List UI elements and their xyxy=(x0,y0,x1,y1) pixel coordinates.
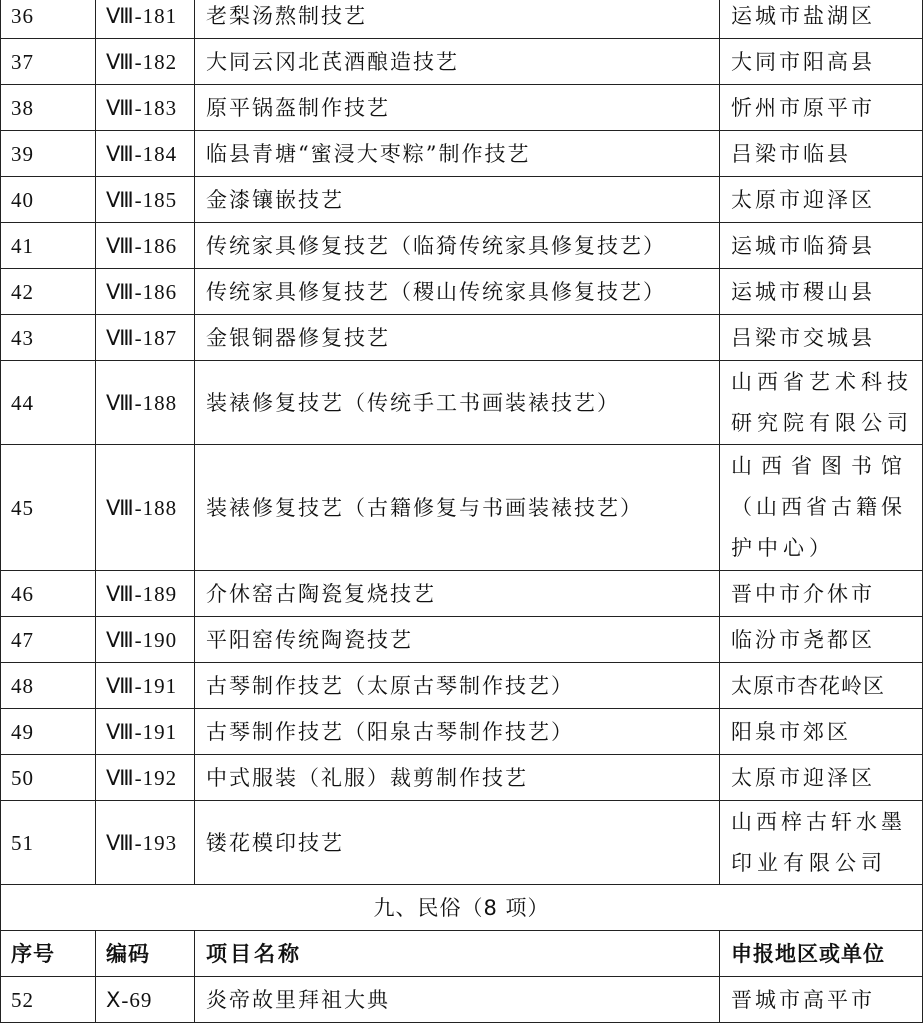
row-number: 41 xyxy=(1,223,96,269)
row-region-line: 山西梓古轩水墨 xyxy=(731,809,906,834)
table-row xyxy=(1,755,923,801)
header-number: 序号 xyxy=(1,931,96,977)
row-name: 古琴制作技艺（阳泉古琴制作技艺） xyxy=(195,709,720,755)
row-region-line: 印业有限公司 xyxy=(731,850,887,875)
table-row xyxy=(1,85,923,131)
header-code: 编码 xyxy=(96,931,195,977)
row-name: 装裱修复技艺（传统手工书画装裱技艺） xyxy=(195,361,720,445)
row-code: Ⅷ-187 xyxy=(96,315,195,361)
row-code: Ⅷ-188 xyxy=(96,361,195,445)
row-region xyxy=(720,361,923,445)
row-name: 装裱修复技艺（古籍修复与书画装裱技艺） xyxy=(195,445,720,571)
row-region xyxy=(720,445,923,571)
table-row xyxy=(1,223,923,269)
row-code: Ⅷ-183 xyxy=(96,85,195,131)
row-number: 36 xyxy=(1,0,96,39)
row-name: 镂花模印技艺 xyxy=(195,801,720,885)
row-number: 42 xyxy=(1,269,96,315)
row-region-line: （山西省古籍保 xyxy=(731,495,906,519)
row-region: 临汾市尧都区 xyxy=(720,617,923,663)
table-row xyxy=(1,39,923,85)
header-name: 项目名称 xyxy=(195,931,720,977)
row-name: 平阳窑传统陶瓷技艺 xyxy=(195,617,720,663)
row-code: Ⅹ-69 xyxy=(96,977,195,1023)
row-name: 介休窑古陶瓷复烧技艺 xyxy=(195,571,720,617)
row-name: 老梨汤熬制技艺 xyxy=(195,0,720,39)
row-number: 37 xyxy=(1,39,96,85)
row-code: Ⅷ-191 xyxy=(96,709,195,755)
row-code: Ⅷ-189 xyxy=(96,571,195,617)
row-name: 原平锅盔制作技艺 xyxy=(195,85,720,131)
row-code: Ⅷ-186 xyxy=(96,223,195,269)
row-region: 阳泉市郊区 xyxy=(720,709,923,755)
row-region: 太原市迎泽区 xyxy=(720,755,923,801)
row-code: Ⅷ-190 xyxy=(96,617,195,663)
row-region xyxy=(720,801,923,885)
row-name: 传统家具修复技艺（稷山传统家具修复技艺） xyxy=(195,269,720,315)
row-name: 金银铜器修复技艺 xyxy=(195,315,720,361)
table-row xyxy=(1,617,923,663)
row-number: 40 xyxy=(1,177,96,223)
row-name: 大同云冈北芪酒酿造技艺 xyxy=(195,39,720,85)
row-code: Ⅷ-191 xyxy=(96,663,195,709)
table-row xyxy=(1,663,923,709)
table-row xyxy=(1,131,923,177)
table-row xyxy=(1,315,923,361)
table-row xyxy=(1,709,923,755)
row-code: Ⅷ-182 xyxy=(96,39,195,85)
row-number: 45 xyxy=(1,445,96,571)
table-row xyxy=(1,445,923,571)
row-name: 中式服装（礼服）裁剪制作技艺 xyxy=(195,755,720,801)
row-region: 晋中市介休市 xyxy=(720,571,923,617)
row-number: 47 xyxy=(1,617,96,663)
row-region: 运城市稷山县 xyxy=(720,269,923,315)
row-number: 46 xyxy=(1,571,96,617)
row-name: 金漆镶嵌技艺 xyxy=(195,177,720,223)
row-region-line: 山西省艺术科技 xyxy=(731,369,913,394)
row-number: 38 xyxy=(1,85,96,131)
row-code: Ⅷ-186 xyxy=(96,269,195,315)
row-region-line: 山西省图书馆 xyxy=(731,454,911,478)
row-number: 43 xyxy=(1,315,96,361)
row-region: 运城市盐湖区 xyxy=(720,0,923,39)
row-region: 太原市杏花岭区 xyxy=(720,663,923,709)
table-row xyxy=(1,361,923,445)
row-number: 52 xyxy=(1,977,96,1023)
row-name: 传统家具修复技艺（临猗传统家具修复技艺） xyxy=(195,223,720,269)
row-name: 古琴制作技艺（太原古琴制作技艺） xyxy=(195,663,720,709)
table-header-row xyxy=(1,931,923,977)
row-number: 49 xyxy=(1,709,96,755)
section-row xyxy=(1,885,923,931)
row-region: 吕梁市临县 xyxy=(720,131,923,177)
row-region: 太原市迎泽区 xyxy=(720,177,923,223)
row-number: 44 xyxy=(1,361,96,445)
row-name: 临县青塘“蜜浸大枣粽”制作技艺 xyxy=(195,131,720,177)
table-row xyxy=(1,269,923,315)
row-region: 忻州市原平市 xyxy=(720,85,923,131)
row-region: 运城市临猗县 xyxy=(720,223,923,269)
row-code: Ⅷ-184 xyxy=(96,131,195,177)
row-region-line: 研究院有限公司 xyxy=(731,410,913,435)
table-row xyxy=(1,177,923,223)
row-number: 39 xyxy=(1,131,96,177)
row-number: 50 xyxy=(1,755,96,801)
row-code: Ⅷ-193 xyxy=(96,801,195,885)
row-region: 吕梁市交城县 xyxy=(720,315,923,361)
header-region: 申报地区或单位 xyxy=(720,931,923,977)
row-code: Ⅷ-185 xyxy=(96,177,195,223)
row-name: 炎帝故里拜祖大典 xyxy=(195,977,720,1023)
row-region: 大同市阳高县 xyxy=(720,39,923,85)
table-row xyxy=(1,571,923,617)
row-code: Ⅷ-188 xyxy=(96,445,195,571)
table-row xyxy=(1,801,923,885)
row-code: Ⅷ-181 xyxy=(96,0,195,39)
section-title: 九、民俗（8 项） xyxy=(1,885,923,931)
table-row xyxy=(1,977,923,1023)
table-row xyxy=(1,0,923,39)
row-code: Ⅷ-192 xyxy=(96,755,195,801)
row-number: 48 xyxy=(1,663,96,709)
row-region: 晋城市高平市 xyxy=(720,977,923,1023)
row-number: 51 xyxy=(1,801,96,885)
row-region-line: 护中心） xyxy=(731,536,835,560)
